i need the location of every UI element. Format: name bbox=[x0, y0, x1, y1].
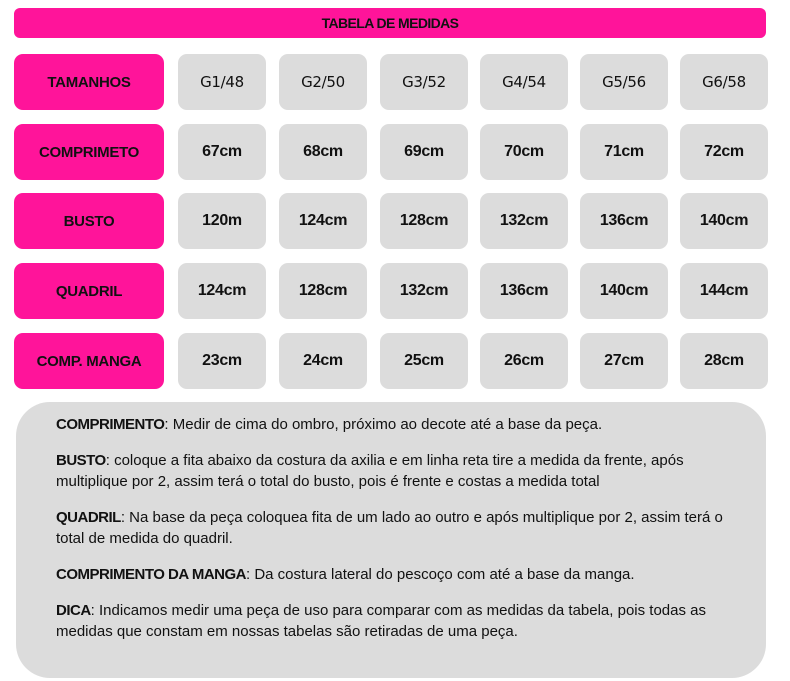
bust-cell: 124cm bbox=[279, 193, 367, 249]
table-title: TABELA DE MEDIDAS bbox=[14, 8, 766, 38]
hip-cell: 132cm bbox=[380, 263, 468, 319]
length-cell: 72cm bbox=[680, 124, 768, 180]
note-length bbox=[56, 414, 742, 435]
length-cell: 68cm bbox=[279, 124, 367, 180]
note-tip bbox=[56, 600, 742, 642]
row-label-bust: BUSTO bbox=[14, 193, 164, 249]
size-cell: G1/48 bbox=[178, 54, 266, 110]
hip-cell: 144cm bbox=[680, 263, 768, 319]
bust-cell: 132cm bbox=[480, 193, 568, 249]
length-cell: 70cm bbox=[480, 124, 568, 180]
sleeve-cell: 27cm bbox=[580, 333, 668, 389]
note-bust bbox=[56, 450, 742, 492]
size-cell: G2/50 bbox=[279, 54, 367, 110]
sleeve-cell: 28cm bbox=[680, 333, 768, 389]
bust-cell: 140cm bbox=[680, 193, 768, 249]
sleeve-cell: 24cm bbox=[279, 333, 367, 389]
note-key: COMPRIMENTO bbox=[56, 416, 165, 433]
bust-cell: 128cm bbox=[380, 193, 468, 249]
hip-cell: 128cm bbox=[279, 263, 367, 319]
hip-cell: 136cm bbox=[480, 263, 568, 319]
row-label-sleeve: COMP. MANGA bbox=[14, 333, 164, 389]
note-sleeve bbox=[56, 564, 742, 585]
size-cell: G3/52 bbox=[380, 54, 468, 110]
note-key: COMPRIMENTO DA MANGA bbox=[56, 566, 246, 583]
length-cell: 67cm bbox=[178, 124, 266, 180]
hip-cell: 124cm bbox=[178, 263, 266, 319]
note-hip bbox=[56, 507, 742, 549]
sleeve-cell: 26cm bbox=[480, 333, 568, 389]
note-key: BUSTO bbox=[56, 452, 106, 469]
bust-cell: 136cm bbox=[580, 193, 668, 249]
length-cell: 69cm bbox=[380, 124, 468, 180]
measurement-instructions bbox=[16, 402, 766, 678]
sleeve-cell: 23cm bbox=[178, 333, 266, 389]
row-label-hip: QUADRIL bbox=[14, 263, 164, 319]
note-text: : Indicamos medir uma peça de uso para comparar com as medidas da tabela, pois todas as medidas que constam em nossas tabelas são retiradas de uma peça. bbox=[56, 602, 706, 640]
sleeve-cell: 25cm bbox=[380, 333, 468, 389]
hip-cell: 140cm bbox=[580, 263, 668, 319]
note-text: : Na base da peça coloquea fita de um lado ao outro e após multiplique por 2, assim terá o total de medida do quadril. bbox=[56, 509, 723, 547]
note-key: DICA bbox=[56, 602, 91, 619]
row-label-length: COMPRIMETO bbox=[14, 124, 164, 180]
row-label-sizes: TAMANHOS bbox=[14, 54, 164, 110]
note-text: : coloque a fita abaixo da costura da axilia e em linha reta tire a medida da frente, após multiplique por 2, assim terá o total do busto, pois é frente e costas a medida total bbox=[56, 452, 684, 490]
note-text: : Da costura lateral do pescoço com até a base da manga. bbox=[246, 566, 635, 583]
note-key: QUADRIL bbox=[56, 509, 121, 526]
size-cell: G6/58 bbox=[680, 54, 768, 110]
length-cell: 71cm bbox=[580, 124, 668, 180]
size-cell: G5/56 bbox=[580, 54, 668, 110]
bust-cell: 120m bbox=[178, 193, 266, 249]
note-text: : Medir de cima do ombro, próximo ao decote até a base da peça. bbox=[164, 416, 603, 433]
size-cell: G4/54 bbox=[480, 54, 568, 110]
